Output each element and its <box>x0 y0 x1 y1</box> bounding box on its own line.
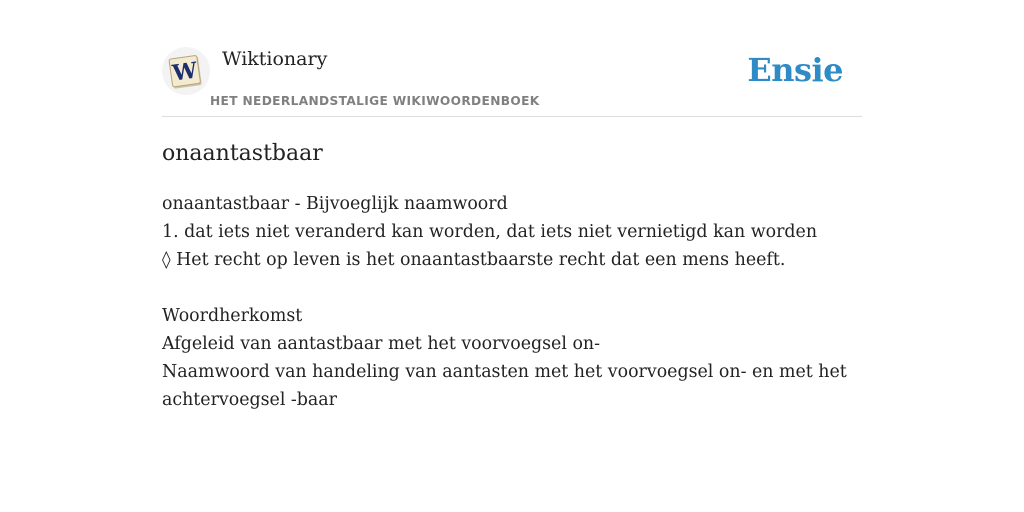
definition-line: onaantastbaar - Bijvoeglijk naamwoord <box>162 194 508 214</box>
section-spacer <box>162 274 862 302</box>
etymology-line: achtervoegsel -baar <box>162 390 337 410</box>
definition-line: 1. dat iets niet veranderd kan worden, dat iets niet vernietigd kan worden <box>162 222 818 242</box>
site-header <box>162 44 862 117</box>
definition-block <box>162 190 862 274</box>
etymology-block <box>162 302 862 414</box>
etymology-line: Afgeleid van aantastbaar met het voorvoegsel on- <box>162 334 600 354</box>
site-tagline: HET NEDERLANDSTALIGE WIKIWOORDENBOEK <box>210 94 540 108</box>
etymology-heading: Woordherkomst <box>162 306 303 326</box>
etymology-line: Naamwoord van handeling van aantasten met het voorvoegsel on- en met het <box>162 362 847 382</box>
entry-title: onaantastbaar <box>162 141 323 166</box>
wiktionary-logo[interactable] <box>162 47 210 95</box>
logo-letter: W <box>170 57 199 87</box>
example-line: ◊ Het recht op leven is het onaantastbaarste recht dat een mens heeft. <box>162 250 786 270</box>
ensie-brand-logo[interactable]: Ensie <box>747 51 843 89</box>
entry-content <box>162 138 862 414</box>
site-name[interactable]: Wiktionary <box>222 48 328 70</box>
wiktionary-logo-icon <box>162 47 210 95</box>
